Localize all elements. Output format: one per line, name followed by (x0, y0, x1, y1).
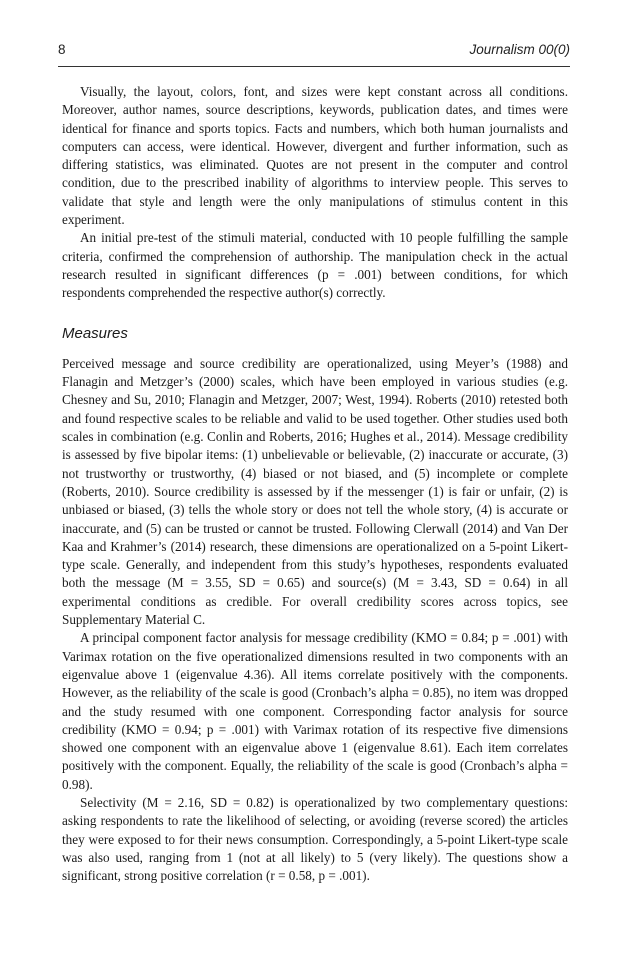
running-header (58, 42, 570, 62)
journal-title: Journalism 00(0) (469, 42, 570, 57)
paragraph: Selectivity (M = 2.16, SD = 0.82) is operationalized by two complementary questions: asking respondents to rate the likelihood of selecting, or avoiding (reverse scored) the articles they were exposed to for their news consumption. Correspondingly, a 5-point Likert-type scale was also used, ranging from 1 (not at all likely) to 5 (very likely). The questions show a significant, strong positive correlation (r = 0.58, p = .001). (62, 794, 568, 884)
paragraph: An initial pre-test of the stimuli material, conducted with 10 people fulfilling the sample criteria, confirmed the comprehension of authorship. The manipulation check in the actual research resulted in significant differences (p = .001) between conditions, for which respondents comprehended the respective author(s) correctly. (62, 230, 568, 301)
paragraph: A principal component factor analysis for message credibility (KMO = 0.84; p = .001) with Varimax rotation on the five operationalized dimensions resulted in two components with an eigenvalue above 1 (eigenvalue 4.36). All items correlate positively with the components. However, as the reliability of the scale is good (Cronbach’s alpha = 0.85), no item was dropped and the study resumed with one component. Corresponding factor analysis for source credibility (KMO = 0.94; p = .001) with Varimax rotation of its respective five dimensions showed one component with an eigenvalue above 1 (eigenvalue 8.61). Each item correlates positively with the component. Equally, the reliability of the scale is good (Cronbach’s alpha = 0.98). (62, 630, 568, 792)
header-rule (58, 66, 570, 67)
article-body (62, 83, 568, 885)
paragraph: Perceived message and source credibility are operationalized, using Meyer’s (1988) and Flanagin and Metzger’s (2000) scales, which have been employed in various studies (e.g. Chesney and Su, 2010; Flanagin and Metzger, 2007; West, 1994). Roberts (2010) retested both and found respective scales to be reliable and valid to be used together. Other studies used both scales in combination (e.g. Conlin and Roberts, 2016; Hughes et al., 2014). Message credibility is assessed by five bipolar items: (1) unbelievable or believable, (2) inaccurate or accurate, (3) not trustworthy or trustworthy, (4) biased or not biased, and (5) incomplete or complete (Roberts, 2010). Source credibility is assessed by if the messenger (1) is fair or unfair, (2) is unbiased or biased, (3) tells the whole story or does not tell the whole story, (4) is accurate or inaccurate, and (5) can be trusted or cannot be trusted. Following Clerwall (2014) and Van Der Kaa and Krahmer’s (2014) research, these dimensions are operationalized on a 5-point Likert-type scale. Generally, and independent from this study’s hypotheses, respondents evaluated both the message (M = 3.55, SD = 0.65) and source(s) (M = 3.43, SD = 0.64) in all experimental conditions as credible. For overall credibility scores across topics, see Supplementary Material C. (62, 355, 568, 628)
paragraph: Visually, the layout, colors, font, and sizes were kept constant across all conditions. Moreover, author names, source descriptions, keywords, publication dates, and times were identical for finance and sports topics. Facts and numbers, which both human journalists and computers can access, were identical. However, divergent and further information, such as differing statistics, was eliminated. Quotes are not present in the computer and control condition, due to the prescribed inability of algorithms to interview people. This serves to validate that style and length were the only manipulations of stimulus content in this experiment. (62, 84, 568, 228)
page-number: 8 (58, 42, 66, 57)
section-heading: Measures (62, 324, 128, 342)
